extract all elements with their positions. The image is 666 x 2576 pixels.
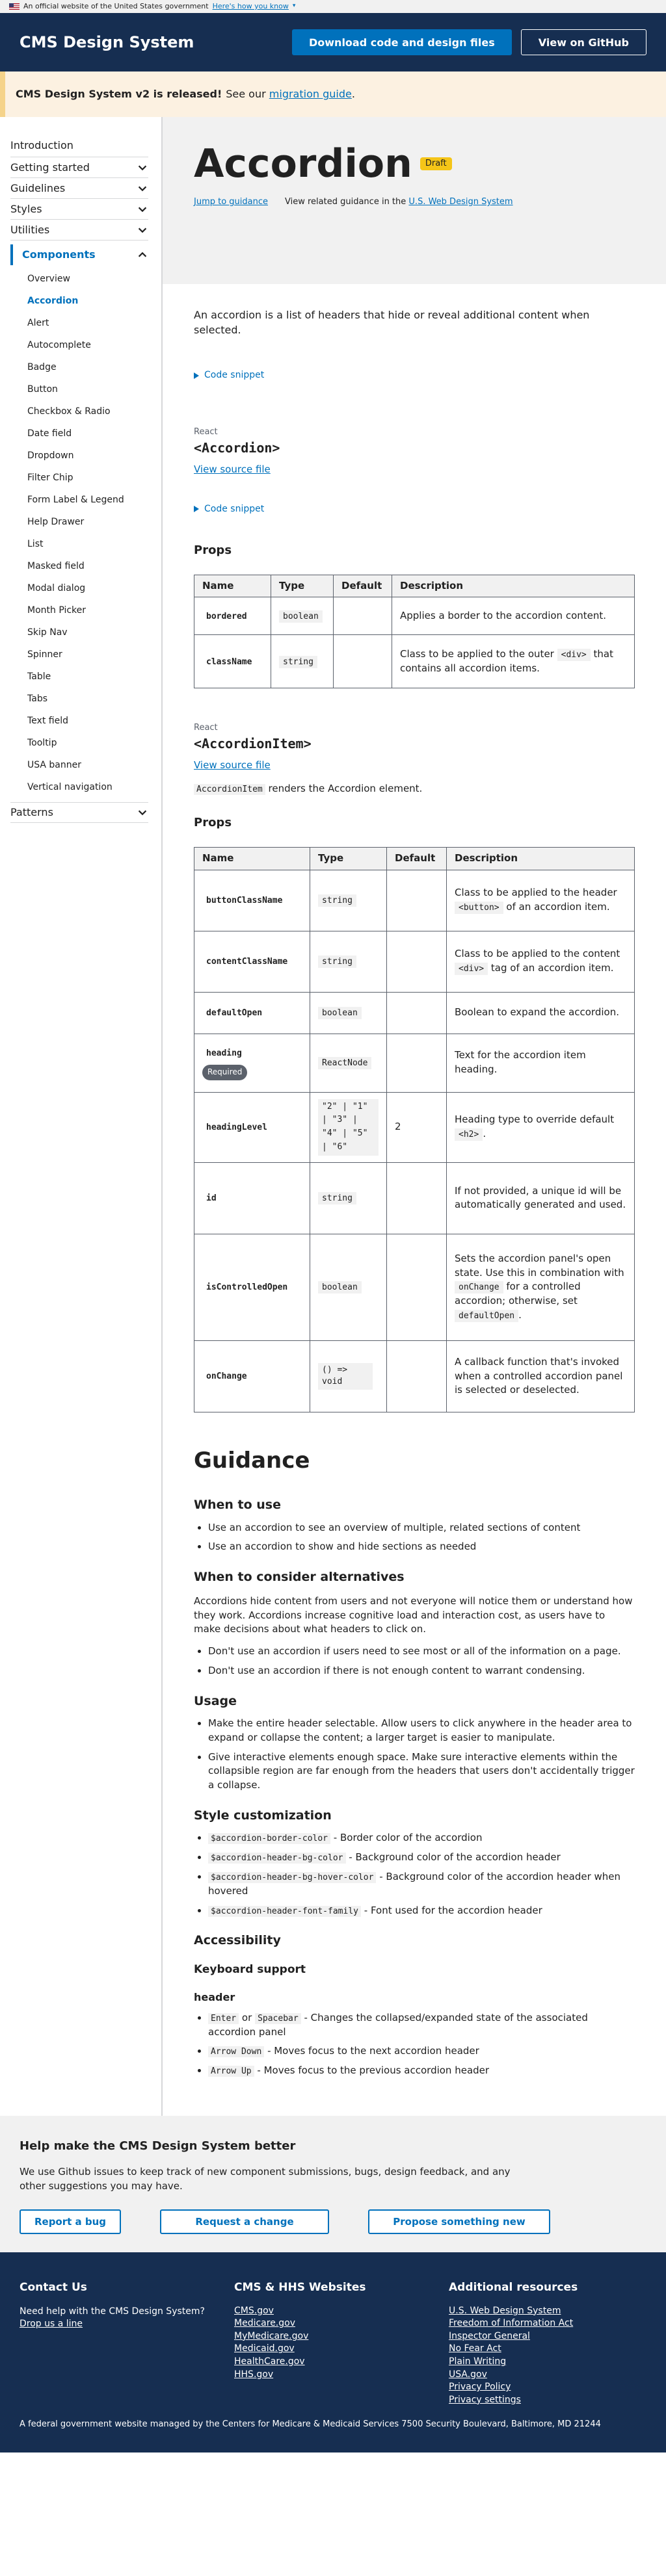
component-name: <AccordionItem> <box>194 736 312 752</box>
footer-link[interactable]: MyMedicare.gov <box>234 2330 309 2341</box>
desc-text: of an accordion item. <box>506 901 610 913</box>
list-item <box>208 2064 635 2078</box>
sidebar-item-getting-started[interactable] <box>10 157 148 178</box>
request-change-button[interactable]: Request a change <box>160 2209 329 2234</box>
prop-type: boolean <box>318 1007 362 1019</box>
desc-text: Heading type to override default <box>455 1113 615 1126</box>
col-header: Default <box>387 847 447 870</box>
chevron-up-icon <box>137 249 148 261</box>
col-header: Type <box>271 575 334 597</box>
feedback-text: We use Github issues to keep track of new component submissions, bugs, design feedback, and any other suggestions you may have. <box>20 2166 511 2192</box>
prop-desc: A callback function that's invoked when a controlled accordion panel is selected or deselected. <box>447 1340 635 1412</box>
table-row <box>194 597 635 635</box>
renders-desc: renders the Accordion element. <box>268 783 423 794</box>
desc-text: for a controlled accordion; otherwise, set <box>455 1281 581 1307</box>
prop-desc <box>447 1092 635 1162</box>
prop-default: 2 <box>387 1092 447 1162</box>
desc-text: Sets the accordion panel's open state. Use this in combination with <box>455 1252 624 1279</box>
release-alert <box>0 72 666 117</box>
list-item: • Make the entire header selectable. Allow users to click anywhere in the header area to expand or collapse the content; a larger target is easier to manipulate. <box>208 1717 635 1745</box>
sidebar-subitem-badge[interactable]: Badge <box>27 361 57 372</box>
key-code: Spacebar <box>255 2013 301 2024</box>
chevron-down-icon <box>137 203 148 215</box>
main-content <box>163 117 666 2116</box>
sidebar-subitem-alert[interactable]: Alert <box>27 317 49 328</box>
item-text: - Changes the collapsed/expanded state of the associated accordion panel <box>208 2011 588 2038</box>
accordion-item-props-section <box>194 722 635 1412</box>
sidebar-item-guidelines[interactable] <box>10 178 148 199</box>
intro-text: An accordion is a list of headers that hide or reveal additional content when selected. <box>194 309 590 337</box>
list-item <box>208 1831 635 1845</box>
sidebar-subitem-modal-dialog[interactable]: Modal dialog <box>27 582 86 593</box>
sidebar-subitem-list[interactable]: List <box>27 538 44 549</box>
prop-default <box>334 635 392 688</box>
view-source-link[interactable]: View source file <box>194 759 271 772</box>
prop-type: string <box>318 894 356 907</box>
prop-type: boolean <box>318 1281 362 1294</box>
desc-code: <div> <box>455 963 488 975</box>
list-item <box>208 1870 635 1899</box>
report-bug-button[interactable]: Report a bug <box>20 2209 121 2234</box>
desc-text: Class to be applied to the outer <box>400 648 554 660</box>
caret-right-icon <box>194 506 199 512</box>
prop-name: id <box>206 1193 217 1204</box>
scss-variable: $accordion-header-font-family <box>208 1906 361 1917</box>
sidebar-subitem-accordion[interactable]: Accordion <box>27 295 79 306</box>
list-item: • Use an accordion to show and hide sections as needed <box>208 1540 635 1554</box>
page-title-wrap <box>194 140 635 187</box>
sidebar-item-label: Styles <box>10 202 42 215</box>
prop-name: onChange <box>206 1372 247 1382</box>
footer-link[interactable]: HHS.gov <box>234 2369 274 2380</box>
prop-desc: Boolean to expand the accordion. <box>447 992 635 1034</box>
jump-to-guidance-link[interactable]: Jump to guidance <box>194 197 269 207</box>
prop-default <box>334 597 392 635</box>
draft-badge: Draft <box>420 157 452 171</box>
desc-text: Class to be applied to the content <box>455 948 620 960</box>
guidance-section <box>194 1445 635 2078</box>
list-item: • Don't use an accordion if users need to see most or all of the information on a page. <box>208 1645 635 1659</box>
sidebar-item-label: Patterns <box>10 806 53 819</box>
prop-type: "2" | "1" | "3" | "4" | "5" | "6" <box>318 1099 379 1156</box>
item-text: - Font used for the accordion header <box>364 1904 542 1916</box>
item-text: - Border color of the accordion <box>333 1832 483 1844</box>
list-item <box>208 2011 635 2040</box>
sidebar-item-label: Introduction <box>10 138 73 151</box>
sidebar-subitem-date-field[interactable]: Date field <box>27 428 72 439</box>
sidebar-item-patterns[interactable] <box>10 802 148 823</box>
accordion-props-table <box>194 575 635 689</box>
footer-websites <box>234 2280 449 2406</box>
renders-code: AccordionItem <box>194 784 265 795</box>
col-header: Type <box>310 847 387 870</box>
prop-desc <box>447 870 635 931</box>
footer-contact-text: Need help with the CMS Design System? <box>20 2306 205 2317</box>
item-text: - Moves focus to the previous accordion header <box>257 2064 490 2077</box>
drop-us-a-line-link[interactable]: Drop us a line <box>20 2318 83 2329</box>
sidebar-item-label: Guidelines <box>10 181 66 194</box>
prop-name: bordered <box>206 611 247 621</box>
prop-type: string <box>318 1192 356 1204</box>
sidebar-item-introduction[interactable] <box>10 134 148 157</box>
props-heading: Props <box>194 815 232 829</box>
prop-type: ReactNode <box>318 1057 371 1069</box>
sidebar-item-styles[interactable] <box>10 199 148 220</box>
sidebar-subitem-usa-banner[interactable]: USA banner <box>27 759 82 770</box>
col-header: Description <box>392 575 635 597</box>
sidebar-subitem-month-picker[interactable]: Month Picker <box>27 605 87 616</box>
footer-link[interactable]: CMS.gov <box>234 2305 274 2316</box>
list-item <box>208 1851 635 1865</box>
sidebar-subitem-filter-chip[interactable]: Filter Chip <box>27 472 73 483</box>
prop-desc <box>447 1234 635 1340</box>
download-button[interactable]: Download code and design files <box>292 29 512 55</box>
desc-code: onChange <box>455 1281 503 1294</box>
footer-link[interactable]: No Fear Act <box>449 2343 501 2354</box>
usage-heading: Usage <box>194 1693 237 1708</box>
prop-desc: If not provided, a unique id will be automatically generated and used. <box>447 1162 635 1234</box>
required-badge: Required <box>202 1065 247 1080</box>
desc-text: Class to be applied to the header <box>455 887 617 899</box>
col-header: Description <box>447 847 635 870</box>
key-code: Enter <box>208 2013 239 2024</box>
heres-how-you-know-link[interactable]: Here's how you know <box>212 2 289 11</box>
footer-link[interactable]: Medicaid.gov <box>234 2343 295 2354</box>
site-logo[interactable]: CMS Design System <box>20 33 194 51</box>
sidebar-item-label: Getting started <box>10 161 90 174</box>
sidebar-item-label: Utilities <box>10 223 50 236</box>
code-snippet-toggle[interactable] <box>194 502 635 515</box>
migration-guide-link[interactable]: migration guide <box>269 88 352 101</box>
desc-code: <div> <box>557 649 591 661</box>
prop-desc <box>392 635 635 688</box>
desc-code: <h2> <box>455 1128 483 1141</box>
page-title: Accordion <box>194 141 412 187</box>
renders-text <box>194 782 635 796</box>
prop-name: heading <box>206 1048 242 1058</box>
sidebar-subitem-overview[interactable]: Overview <box>27 273 70 284</box>
sidebar-subitem-autocomplete[interactable]: Autocomplete <box>27 339 91 350</box>
footer-contact-heading: Contact Us <box>20 2281 87 2294</box>
table-row <box>194 1034 635 1092</box>
when-to-use-list <box>208 1521 635 1555</box>
prop-name: className <box>206 657 252 667</box>
style-list <box>208 1831 635 1918</box>
desc-text: tag of an accordion item. <box>490 962 614 974</box>
footer-link[interactable]: Medicare.gov <box>234 2318 295 2329</box>
desc-text: . <box>518 1309 522 1321</box>
footer-link[interactable]: U.S. Web Design System <box>449 2305 561 2316</box>
chevron-down-icon <box>137 183 148 194</box>
table-row <box>194 1234 635 1340</box>
prop-desc <box>447 931 635 992</box>
alternatives-text: Accordions hide content from users and not everyone will notice them or understand how they work. Accordions increase cognitive load and interaction cost, as users have to make decisions about what headers to click on. <box>194 1594 633 1635</box>
sidebar-item-components[interactable] <box>10 244 148 265</box>
sidebar-subitem-tabs[interactable]: Tabs <box>27 693 47 704</box>
key-code: Arrow Down <box>208 2046 264 2057</box>
framework-label: React <box>194 723 218 733</box>
item-text: or <box>241 2011 252 2023</box>
list-item <box>208 1904 635 1918</box>
site-header <box>0 13 666 72</box>
prop-desc: Text for the accordion item heading. <box>447 1034 635 1092</box>
prop-default <box>387 1034 447 1092</box>
usa-banner <box>0 0 666 13</box>
github-button[interactable]: View on GitHub <box>521 29 646 55</box>
alert-heading: CMS Design System v2 is released! <box>16 88 222 101</box>
table-row <box>194 635 635 688</box>
prop-type: string <box>279 656 317 668</box>
sidebar-subitem-table[interactable]: Table <box>27 671 51 682</box>
table-row <box>194 870 635 931</box>
table-row <box>194 1162 635 1234</box>
guidance-title: Guidance <box>194 1447 310 1474</box>
alternatives-list <box>208 1645 635 1678</box>
scss-variable: $accordion-header-bg-hover-color <box>208 1872 376 1883</box>
propose-button[interactable]: Propose something new <box>368 2209 550 2234</box>
chevron-down-icon: ▾ <box>292 3 296 10</box>
prop-name: defaultOpen <box>206 1008 263 1019</box>
chevron-down-icon <box>137 162 148 174</box>
related-guidance-text: View related guidance in the <box>285 197 406 207</box>
table-row <box>194 992 635 1034</box>
footer-fine-print: A federal government website managed by the Centers for Medicare & Medicaid Services 7500 Security Boulevard, Baltimore, MD 21244 <box>20 2419 601 2429</box>
item-text: - Background color of the accordion header <box>349 1851 561 1864</box>
sidebar-subitem-dropdown[interactable]: Dropdown <box>27 450 74 461</box>
scss-variable: $accordion-border-color <box>208 1833 330 1844</box>
prop-default <box>387 931 447 992</box>
col-header: Name <box>194 847 310 870</box>
accordion-props-section <box>194 426 635 689</box>
table-row <box>194 931 635 992</box>
item-text: - Moves focus to the next accordion header <box>267 2045 479 2057</box>
view-source-link[interactable]: View source file <box>194 463 271 475</box>
prop-desc: Applies a border to the accordion content. <box>392 597 635 635</box>
sidebar-subitem-masked-field[interactable]: Masked field <box>27 560 85 571</box>
sidebar-subitem-vertical-navigation[interactable]: Vertical navigation <box>27 781 113 792</box>
caret-right-icon <box>194 372 199 379</box>
uswds-link[interactable]: U.S. Web Design System <box>408 197 513 207</box>
col-header: Name <box>194 575 271 597</box>
sidebar-subitem-skip-nav[interactable]: Skip Nav <box>27 627 68 638</box>
prop-name: isControlledOpen <box>206 1282 288 1293</box>
sidebar-subitem-help-drawer[interactable]: Help Drawer <box>27 516 85 527</box>
sidebar-nav <box>0 117 163 2116</box>
code-snippet-toggle[interactable] <box>194 369 635 382</box>
sidebar-subitem-button[interactable]: Button <box>27 384 58 395</box>
sidebar-subitem-text-field[interactable]: Text field <box>27 715 68 726</box>
list-item: • Don't use an accordion if there is not enough content to warrant condensing. <box>208 1664 635 1678</box>
alert-period: . <box>351 88 355 101</box>
desc-text: that contains all accordion items. <box>400 648 614 674</box>
prop-default <box>387 1234 447 1340</box>
style-customization-heading: Style customization <box>194 1808 332 1823</box>
components-subnav <box>0 268 161 798</box>
accordion-item-props-table <box>194 847 635 1412</box>
code-snippet-label: Code snippet <box>204 370 265 381</box>
framework-label: React <box>194 426 218 437</box>
sidebar-subitem-spinner[interactable]: Spinner <box>27 649 62 660</box>
desc-code: <button> <box>455 902 503 914</box>
footer-link[interactable]: Privacy settings <box>449 2394 521 2405</box>
when-to-use-heading: When to use <box>194 1498 281 1513</box>
prop-type: boolean <box>279 610 323 623</box>
keyboard-list <box>208 2011 635 2078</box>
prop-type: () => void <box>318 1363 373 1390</box>
list-item: • Use an accordion to see an overview of multiple, related sections of content <box>208 1521 635 1535</box>
desc-text: . <box>483 1128 486 1140</box>
usage-list <box>208 1717 635 1793</box>
footer-websites-heading: CMS & HHS Websites <box>234 2281 366 2294</box>
footer-link[interactable]: Privacy Policy <box>449 2382 511 2393</box>
sidebar-subitem-form-label-legend[interactable]: Form Label & Legend <box>27 494 124 505</box>
prop-default <box>387 992 447 1034</box>
header-subheading: header <box>194 1990 235 2003</box>
chevron-down-icon <box>137 224 148 236</box>
col-header: Default <box>334 575 392 597</box>
footer-link[interactable]: Inspector General <box>449 2330 530 2341</box>
table-row <box>194 1092 635 1162</box>
sidebar-item-utilities[interactable] <box>10 220 148 241</box>
desc-code: defaultOpen <box>455 1310 518 1322</box>
prop-default <box>387 1340 447 1412</box>
footer-link[interactable]: Freedom of Information Act <box>449 2318 574 2329</box>
feedback-section <box>0 2116 666 2252</box>
keyboard-support-heading: Keyboard support <box>194 1963 306 1977</box>
prop-name: contentClassName <box>206 957 288 967</box>
key-code: Arrow Up <box>208 2066 254 2077</box>
code-snippet-label: Code snippet <box>204 504 265 515</box>
us-flag-icon <box>9 3 20 10</box>
item-text: - Background color of the accordion header when hovered <box>208 1871 621 1897</box>
related-guidance <box>285 196 513 209</box>
list-item: • Give interactive elements enough space. Make sure interactive elements within the collapsible region are far enough from the headers that users don't accidentally trigger a collapse. <box>208 1750 635 1793</box>
page-hero <box>163 117 666 284</box>
accessibility-heading: Accessibility <box>194 1933 281 1948</box>
alternatives-heading: When to consider alternatives <box>194 1570 405 1585</box>
prop-type: string <box>318 956 356 968</box>
site-footer <box>0 2252 666 2452</box>
prop-default <box>387 870 447 931</box>
list-item <box>208 2044 635 2059</box>
scss-variable: $accordion-header-bg-color <box>208 1853 346 1864</box>
footer-resources <box>449 2280 578 2406</box>
prop-default <box>387 1162 447 1234</box>
props-heading: Props <box>194 543 232 557</box>
sidebar-subitem-checkbox-radio[interactable]: Checkbox & Radio <box>27 406 111 417</box>
prop-name: headingLevel <box>206 1123 267 1133</box>
feedback-title: Help make the CMS Design System better <box>20 2139 296 2153</box>
sidebar-item-label: Components <box>22 248 96 261</box>
footer-link[interactable]: Plain Writing <box>449 2356 507 2367</box>
chevron-down-icon <box>137 807 148 818</box>
sidebar-subitem-tooltip[interactable]: Tooltip <box>27 737 57 748</box>
alert-text: See our <box>226 88 266 101</box>
footer-resources-heading: Additional resources <box>449 2281 578 2294</box>
component-name: <Accordion> <box>194 439 280 456</box>
footer-link[interactable]: USA.gov <box>449 2369 487 2380</box>
usa-banner-text: An official website of the United States government <box>23 2 209 11</box>
prop-name: buttonClassName <box>206 896 283 906</box>
footer-contact <box>20 2280 234 2406</box>
footer-link[interactable]: HealthCare.gov <box>234 2356 305 2367</box>
table-row <box>194 1340 635 1412</box>
